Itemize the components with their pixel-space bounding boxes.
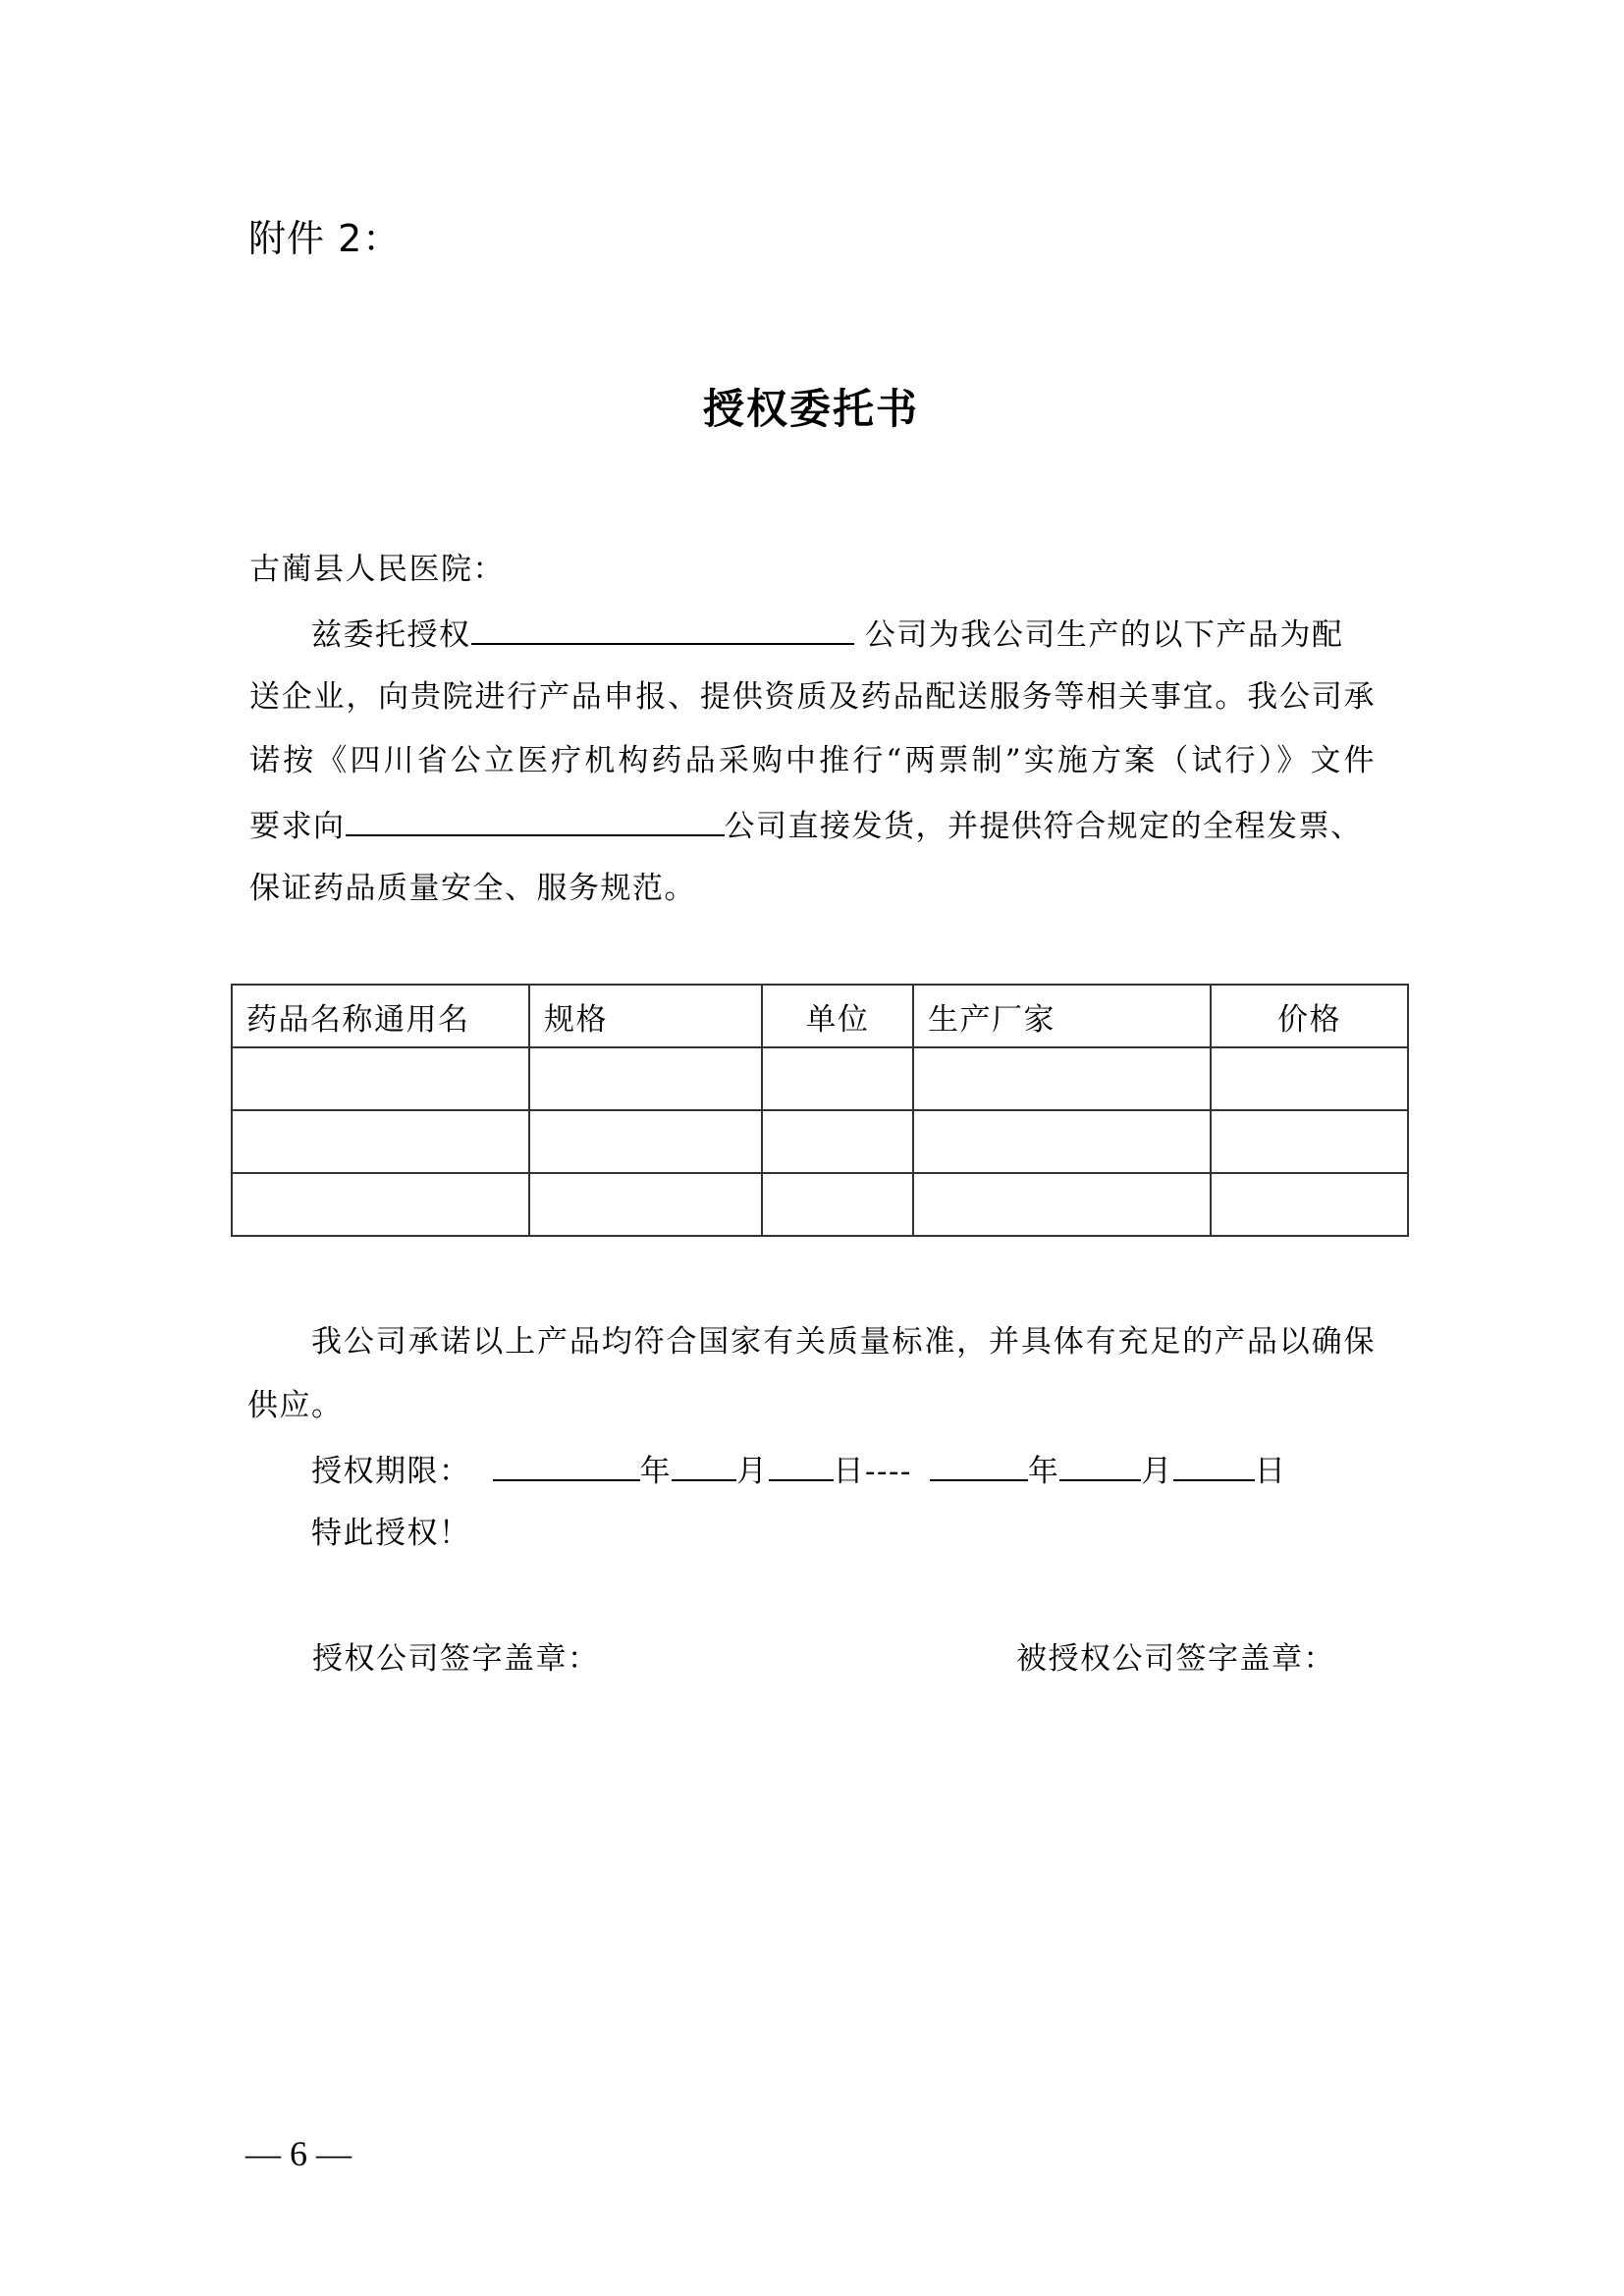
cell-price[interactable] <box>1211 1047 1408 1110</box>
end-year-label: 年 <box>1027 1454 1060 1489</box>
product-table <box>231 984 1409 1237</box>
cell-specification[interactable] <box>529 1110 762 1173</box>
end-month-blank[interactable] <box>1059 1450 1141 1481</box>
table-row <box>232 1173 1408 1236</box>
header-manufacturer: 生产厂家 <box>913 985 1211 1047</box>
addressee: 古蔺县人民医院： <box>249 552 505 587</box>
authorization-period <box>311 1450 1286 1491</box>
end-year-blank[interactable] <box>930 1450 1028 1481</box>
paragraph2-line1: 我公司承诺以上产品均符合国家有关质量标准，并具体有充足的产品以确保 <box>311 1324 1376 1360</box>
table-row <box>232 1110 1408 1173</box>
start-month-label: 月 <box>736 1454 769 1489</box>
start-day-label: 日 <box>833 1454 865 1489</box>
cell-specification[interactable] <box>529 1047 762 1110</box>
cell-specification[interactable] <box>529 1173 762 1236</box>
cell-price[interactable] <box>1211 1173 1408 1236</box>
table-row <box>232 1047 1408 1110</box>
table-header-row <box>232 985 1408 1047</box>
end-month-label: 月 <box>1141 1454 1173 1489</box>
cell-price[interactable] <box>1211 1110 1408 1173</box>
page-number: — 6 — <box>245 2134 352 2173</box>
cell-manufacturer[interactable] <box>913 1173 1211 1236</box>
end-day-label: 日 <box>1254 1454 1287 1489</box>
document-title: 授权委托书 <box>703 385 920 433</box>
cell-drug-name[interactable] <box>232 1173 529 1236</box>
end-day-blank[interactable] <box>1173 1450 1255 1481</box>
paragraph1-line4 <box>249 805 1363 846</box>
paragraph1-line5: 保证药品质量安全、服务规范。 <box>249 871 696 906</box>
paragraph1-line4-suffix: 公司直接发货，并提供符合规定的全程发票、 <box>724 809 1363 844</box>
paragraph1-line1 <box>311 614 1343 655</box>
attachment-label: 附件 2： <box>248 217 402 260</box>
delivery-company-blank[interactable] <box>346 805 725 836</box>
paragraph1-line4-prefix: 要求向 <box>249 809 346 844</box>
paragraph1-line2: 送企业，向贵院进行产品申报、提供资质及药品配送服务等相关事宜。我公司承 <box>249 679 1376 715</box>
period-label: 授权期限： <box>311 1454 471 1489</box>
paragraph2-line2: 供应。 <box>247 1388 344 1423</box>
start-day-blank[interactable] <box>769 1450 834 1481</box>
header-price: 价格 <box>1211 985 1408 1047</box>
paragraph1-line3: 诺按《四川省公立医疗机构药品采购中推行“两票制”实施方案（试行）》文件 <box>249 743 1376 778</box>
header-unit: 单位 <box>762 985 913 1047</box>
paragraph1-line1-suffix: 公司为我公司生产的以下产品为配 <box>853 617 1344 653</box>
header-drug-name: 药品名称通用名 <box>232 985 529 1047</box>
cell-unit[interactable] <box>762 1047 913 1110</box>
cell-drug-name[interactable] <box>232 1110 529 1173</box>
grantor-signature-label: 授权公司签字盖章： <box>312 1641 600 1677</box>
cell-manufacturer[interactable] <box>913 1110 1211 1173</box>
grantee-signature-label: 被授权公司签字盖章： <box>1016 1641 1335 1677</box>
cell-manufacturer[interactable] <box>913 1047 1211 1110</box>
paragraph1-line1-prefix: 兹委托授权 <box>311 617 471 653</box>
cell-unit[interactable] <box>762 1110 913 1173</box>
period-separator: ---- <box>865 1454 912 1489</box>
cell-drug-name[interactable] <box>232 1047 529 1110</box>
header-specification: 规格 <box>529 985 762 1047</box>
authorized-company-blank[interactable] <box>471 614 854 645</box>
cell-unit[interactable] <box>762 1173 913 1236</box>
start-year-blank[interactable] <box>493 1450 640 1481</box>
start-month-blank[interactable] <box>672 1450 736 1481</box>
start-year-label: 年 <box>639 1454 672 1489</box>
closing-statement: 特此授权！ <box>311 1516 471 1551</box>
